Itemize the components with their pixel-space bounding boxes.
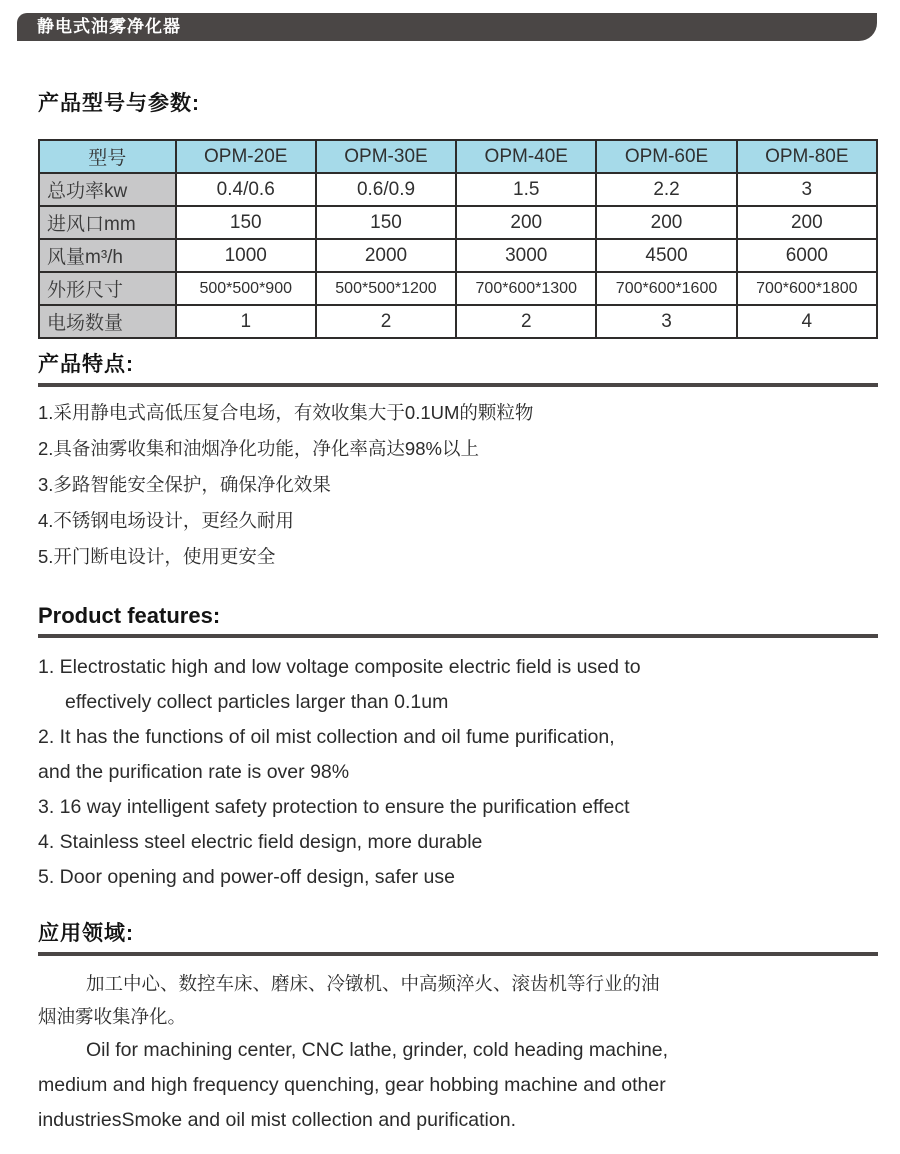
row-label-cell: 总功率kw — [39, 173, 176, 206]
application-cn-line: 加工中心、数控车床、磨床、冷镦机、中高频淬火、滚齿机等行业的油 — [86, 973, 660, 994]
page-title: 静电式油雾净化器 — [37, 17, 181, 36]
table-row — [39, 173, 877, 206]
table-cell: 500*500*900 — [176, 272, 316, 305]
params-heading: 产品型号与参数: — [38, 92, 200, 115]
application-heading-block — [38, 917, 878, 956]
application-en-text — [38, 1033, 878, 1138]
feature-en-line: 4. Stainless steel electric field design, more durable — [38, 831, 483, 853]
table-header-cell: 型号 — [39, 140, 176, 173]
table-cell: 4500 — [596, 239, 736, 272]
table-cell: 1000 — [176, 239, 316, 272]
table-cell: 2.2 — [596, 173, 736, 206]
table-cell: 3000 — [456, 239, 596, 272]
features-cn-heading: 产品特点: — [38, 353, 134, 376]
application-en-line: industriesSmoke and oil mist collection and purification. — [38, 1109, 516, 1131]
features-en-heading: Product features: — [38, 603, 221, 628]
table-cell: 200 — [596, 206, 736, 239]
feature-cn-item: 1.采用静电式高低压复合电场，有效收集大于0.1UM的颗粒物 — [38, 402, 534, 423]
table-header-cell: OPM-20E — [176, 140, 316, 173]
table-cell: 200 — [456, 206, 596, 239]
feature-en-line: 5. Door opening and power-off design, safer use — [38, 866, 455, 888]
table-header-cell: OPM-80E — [737, 140, 877, 173]
table-cell: 1 — [176, 305, 316, 338]
application-en-line: Oil for machining center, CNC lathe, grinder, cold heading machine, — [86, 1039, 669, 1061]
table-cell: 150 — [316, 206, 456, 239]
table-cell: 700*600*1300 — [456, 272, 596, 305]
features-cn-list — [38, 395, 878, 575]
table-cell: 0.4/0.6 — [176, 173, 316, 206]
table-cell: 1.5 — [456, 173, 596, 206]
table-cell: 2 — [456, 305, 596, 338]
feature-cn-item: 3.多路智能安全保护，确保净化效果 — [38, 474, 331, 495]
table-header-row — [39, 140, 877, 173]
application-heading: 应用领域: — [38, 922, 134, 945]
application-cn-line: 烟油雾收集净化。 — [38, 1006, 187, 1027]
feature-en-line: effectively collect particles larger than 0.1um — [65, 691, 449, 713]
table-cell: 700*600*1600 — [596, 272, 736, 305]
table-row — [39, 305, 877, 338]
table-row — [39, 206, 877, 239]
table-cell: 3 — [737, 173, 877, 206]
table-header-cell: OPM-40E — [456, 140, 596, 173]
table-cell: 0.6/0.9 — [316, 173, 456, 206]
feature-cn-item: 5.开门断电设计，使用更安全 — [38, 546, 276, 567]
feature-cn-item: 4.不锈钢电场设计，更经久耐用 — [38, 510, 294, 531]
table-cell: 3 — [596, 305, 736, 338]
feature-cn-item: 2.具备油雾收集和油烟净化功能，净化率高达98%以上 — [38, 438, 479, 459]
feature-en-line: 3. 16 way intelligent safety protection to ensure the purification effect — [38, 796, 630, 818]
table-cell: 6000 — [737, 239, 877, 272]
params-table — [38, 139, 878, 339]
table-header-cell: OPM-30E — [316, 140, 456, 173]
row-label-cell: 风量m³/h — [39, 239, 176, 272]
features-cn-heading-block — [38, 348, 878, 387]
table-cell: 200 — [737, 206, 877, 239]
table-row — [39, 239, 877, 272]
feature-en-line: and the purification rate is over 98% — [38, 761, 350, 783]
header-bar — [17, 13, 877, 41]
table-cell: 2000 — [316, 239, 456, 272]
page-content — [38, 87, 878, 1138]
features-en-list — [38, 650, 878, 895]
feature-en-line: 2. It has the functions of oil mist collection and oil fume purification, — [38, 726, 615, 748]
feature-en-line: 1. Electrostatic high and low voltage composite electric field is used to — [38, 656, 641, 678]
table-header-cell: OPM-60E — [596, 140, 736, 173]
table-cell: 4 — [737, 305, 877, 338]
row-label-cell: 电场数量 — [39, 305, 176, 338]
row-label-cell: 外形尺寸 — [39, 272, 176, 305]
table-cell: 150 — [176, 206, 316, 239]
table-cell: 700*600*1800 — [737, 272, 877, 305]
table-cell: 2 — [316, 305, 456, 338]
table-cell: 500*500*1200 — [316, 272, 456, 305]
table-row — [39, 272, 877, 305]
features-en-heading-block — [38, 603, 878, 638]
application-en-line: medium and high frequency quenching, gear hobbing machine and other — [38, 1074, 666, 1096]
row-label-cell: 进风口mm — [39, 206, 176, 239]
application-cn-text — [38, 967, 878, 1033]
